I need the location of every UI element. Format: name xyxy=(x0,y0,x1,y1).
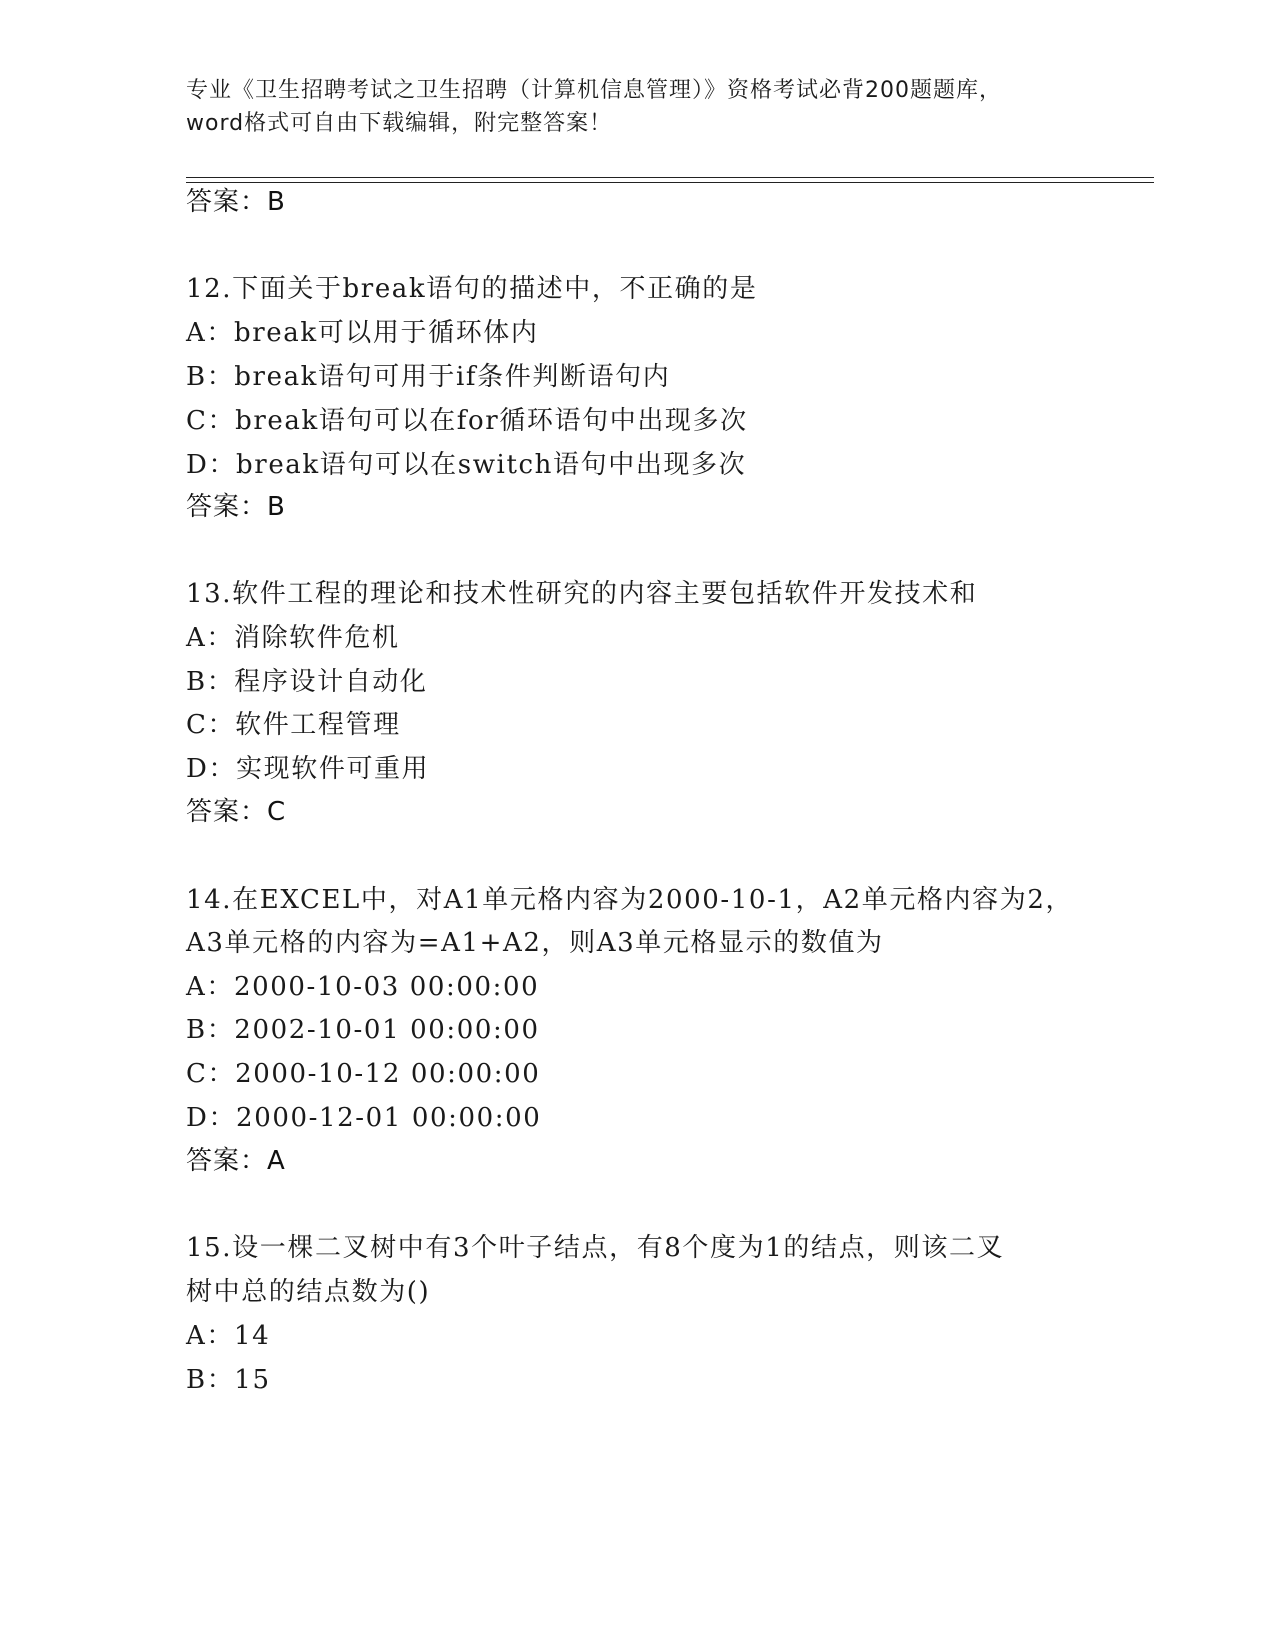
header-divider xyxy=(186,182,1154,183)
question-stem-continued: A3单元格的内容为=A1+A2，则A3单元格显示的数值为 xyxy=(186,928,884,958)
option-c: C：2000-10-12 00:00:00 xyxy=(186,1059,541,1089)
option-c: C：break语句可以在for循环语句中出现多次 xyxy=(186,406,748,436)
header-divider xyxy=(186,177,1154,178)
option-b: B：2002-10-01 00:00:00 xyxy=(186,1015,540,1045)
option-a: A：消除软件危机 xyxy=(186,623,400,653)
option-d: D：break语句可以在switch语句中出现多次 xyxy=(186,450,747,480)
option-a: A：break可以用于循环体内 xyxy=(186,318,539,348)
header-line-2: word格式可自由下载编辑，附完整答案！ xyxy=(186,111,613,136)
option-a: A：14 xyxy=(186,1321,271,1351)
option-b: B：程序设计自动化 xyxy=(186,667,428,697)
option-d: D：2000-12-01 00:00:00 xyxy=(186,1103,542,1133)
document-header xyxy=(186,74,1086,140)
answer-line: 答案：B xyxy=(186,492,286,522)
question-stem-continued: 树中总的结点数为() xyxy=(186,1277,431,1307)
option-a: A：2000-10-03 00:00:00 xyxy=(186,972,540,1002)
option-b: B：break语句可用于if条件判断语句内 xyxy=(186,362,671,392)
answer-line: 答案：C xyxy=(186,797,287,827)
question-stem: 13.软件工程的理论和技术性研究的内容主要包括软件开发技术和 xyxy=(186,579,978,609)
question-stem: 15.设一棵二叉树中有3个叶子结点，有8个度为1的结点，则该二叉 xyxy=(186,1233,1005,1263)
answer-line: 答案：A xyxy=(186,1146,286,1176)
question-stem: 14.在EXCEL中，对A1单元格内容为2000-10-1，A2单元格内容为2， xyxy=(186,885,1074,915)
option-d: D：实现软件可重用 xyxy=(186,754,430,784)
option-b: B：15 xyxy=(186,1365,271,1395)
header-line-1: 专业《卫生招聘考试之卫生招聘（计算机信息管理）》资格考试必背200题题库， xyxy=(186,78,1002,103)
question-stem: 12.下面关于break语句的描述中，不正确的是 xyxy=(186,274,758,304)
answer-line: 答案：B xyxy=(186,187,286,217)
option-c: C：软件工程管理 xyxy=(186,710,401,740)
